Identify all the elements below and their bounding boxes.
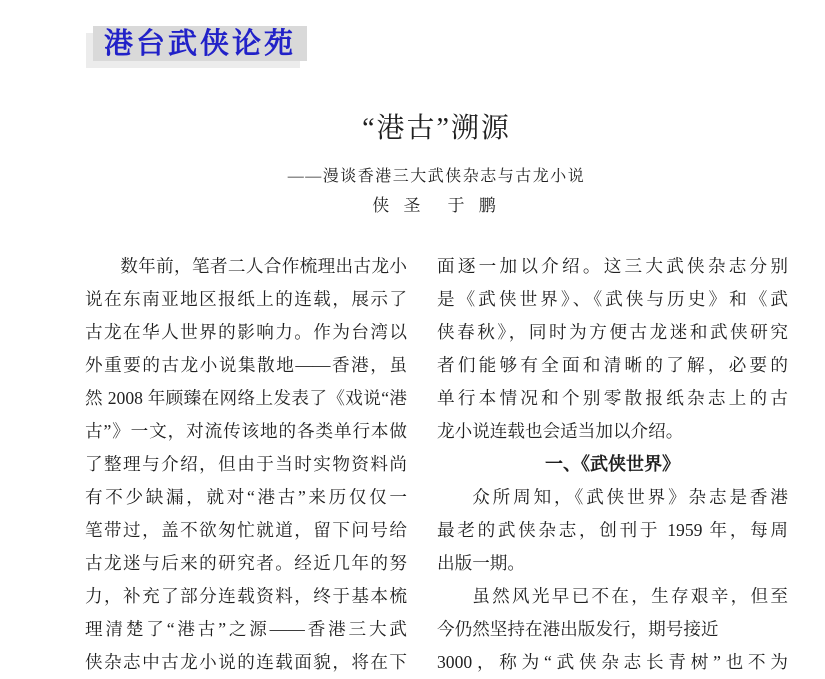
text-line: 外重要的古龙小说集散地——香港，虽 bbox=[85, 355, 407, 375]
text-line: 笔带过，盖不欲匆忙就道，留下问号给 bbox=[85, 520, 407, 540]
text-line: 最老的武侠杂志，创刊于 1959 年，每周 bbox=[437, 520, 788, 540]
text-line: 面逐一加以介绍。这三大武侠杂志分别 bbox=[437, 256, 788, 276]
text-line: 力，补充了部分连载资料，终于基本梳 bbox=[85, 586, 407, 606]
article-subtitle: ——漫谈香港三大武侠杂志与古龙小说 bbox=[287, 168, 586, 185]
text-line: 众所周知，《武侠世界》杂志是香港 bbox=[472, 487, 788, 507]
article-title: “港古”溯源 bbox=[362, 113, 511, 144]
text-line: 3000，称为“武侠杂志长青树”也不为 bbox=[437, 652, 788, 672]
text-line: 理清楚了“港古”之源——香港三大武 bbox=[85, 619, 407, 639]
section-heading: 一、《武侠世界》 bbox=[545, 454, 680, 475]
text-line: 侠杂志中古龙小说的连载面貌，将在下 bbox=[85, 652, 407, 672]
text-line: 有不少缺漏，就对“港古”来历仅仅一 bbox=[85, 487, 407, 507]
text-line: 今仍然坚持在港出版发行，期号接近 bbox=[437, 619, 719, 639]
text-line: 者们能够有全面和清晰的了解，必要的 bbox=[437, 355, 788, 375]
right-text-column bbox=[437, 250, 788, 679]
article-authors: 侠 圣 于 鹏 bbox=[372, 196, 501, 215]
text-line: 数年前，笔者二人合作梳理出古龙小 bbox=[120, 256, 407, 276]
text-line: 是《武侠世界》、《武侠与历史》和《武 bbox=[437, 289, 788, 309]
text-line: 说在东南亚地区报纸上的连载，展示了 bbox=[85, 289, 407, 309]
text-line: 然 2008 年顾臻在网络上发表了《戏说“港 bbox=[85, 388, 407, 408]
text-line: 侠春秋》，同时为方便古龙迷和武侠研究 bbox=[437, 322, 788, 342]
text-line: 古龙迷与后来的研究者。经近几年的努 bbox=[85, 553, 407, 573]
text-line: 虽然风光早已不在，生存艰辛，但至 bbox=[472, 586, 788, 606]
left-text-column bbox=[85, 250, 407, 679]
text-line: 龙小说连载也会适当加以介绍。 bbox=[437, 421, 684, 441]
text-line: 古龙在华人世界的影响力。作为台湾以 bbox=[85, 322, 407, 342]
column-header-badge: 港台武侠论苑 bbox=[93, 26, 307, 61]
text-line: 了整理与介绍，但由于当时实物资料尚 bbox=[85, 454, 407, 474]
text-line: 出版一期。 bbox=[437, 553, 525, 573]
text-line: 单行本情况和个别零散报纸杂志上的古 bbox=[437, 388, 788, 408]
text-line: 古”》一文，对流传该地的各类单行本做 bbox=[85, 421, 407, 441]
